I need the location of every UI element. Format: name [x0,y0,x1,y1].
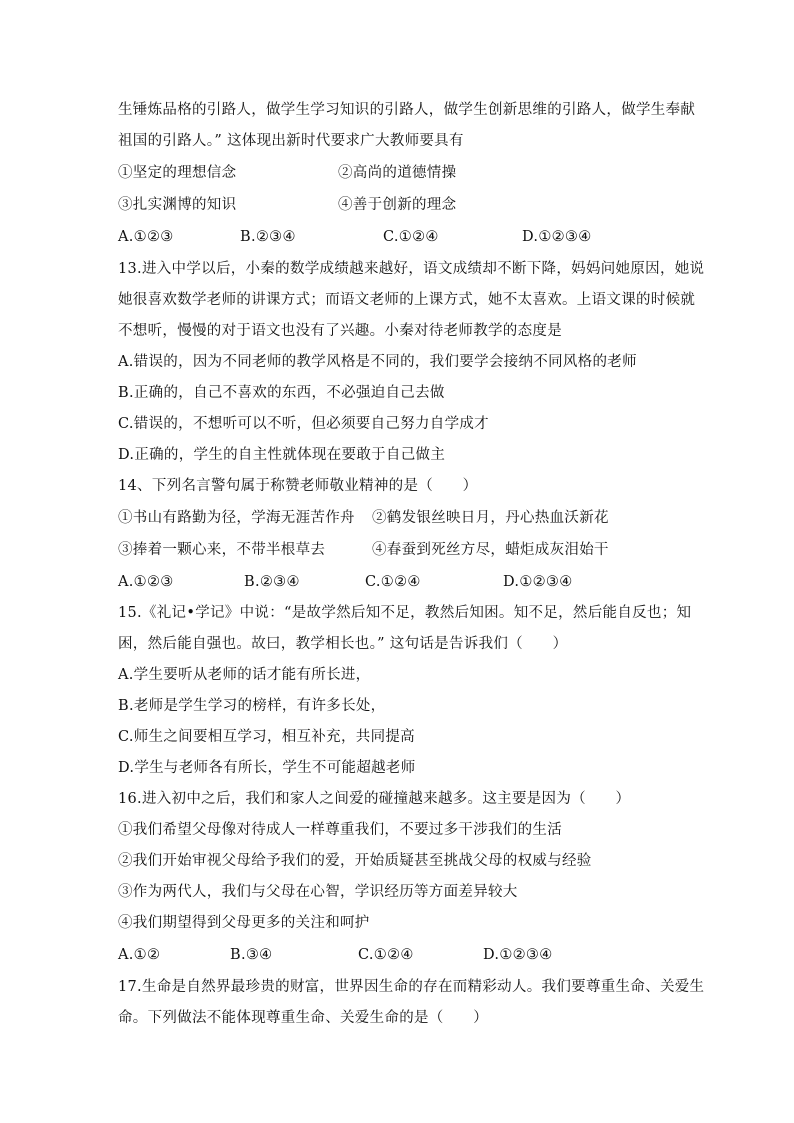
q16-item: ③作为两代人，我们与父母在心智，学识经历等方面差异较大 [118,884,518,900]
q13-option-b: B.正确的，自己不喜欢的东西，不必强迫自己去做 [118,385,445,401]
q14-choice: C.①②④ [365,574,421,590]
q16-item: ②我们开始审视父母给予我们的爱，开始质疑甚至挑战父母的权威与经验 [118,853,592,869]
q12-item: ②高尚的道德情操 [338,165,457,181]
q12-choice: C.①②④ [383,229,439,245]
q12-choice: A.①②③ [118,229,174,245]
q14-choice: D.①②③④ [503,574,573,590]
question-13: 13.进入中学以后，小秦的数学成绩越来越好，语文成绩却不断下降，妈妈问她原因，她说 [118,261,705,277]
text-line: 生锤炼品格的引路人，做学生学习知识的引路人，做学生创新思维的引路人，做学生奉献 [118,102,696,118]
q14-item: ②鹤发银丝映日月，丹心热血沃新花 [372,510,609,526]
q16-item: ④我们期望得到父母更多的关注和呵护 [118,915,370,931]
q12-item: ④善于创新的理念 [338,197,457,213]
q15-option-c: C.师生之间要相互学习，相互补充，共同提高 [118,729,415,745]
q16-item: ①我们希望父母像对待成人一样尊重我们，不要过多干涉我们的生活 [118,822,562,838]
text-line: 困，然后能自强也。故曰，教学相长也。” 这句话是告诉我们（ ） [118,636,568,652]
q14-item: ④春蚕到死丝方尽，蜡炬成灰泪始干 [372,542,609,558]
q14-item: ③捧着一颗心来，不带半根草去 [118,542,326,558]
q15-option-b: B.老师是学生学习的榜样，有许多长处， [118,698,386,714]
q14-item: ①书山有路勤为径，学海无涯苦作舟 [118,510,355,526]
question-16: 16.进入初中之后，我们和家人之间爱的碰撞越来越多。这主要是因为（ ） [118,791,631,807]
q16-choice: B.③④ [230,947,273,963]
question-14: 14、下列名言警句属于称赞老师敬业精神的是（ ） [118,478,478,494]
q15-option-a: A.学生要听从老师的话才能有所长进， [118,667,371,683]
q13-option-a: A.错误的，因为不同老师的教学风格是不同的，我们要学会接纳不同风格的老师 [118,354,637,370]
q14-choice: A.①②③ [118,574,174,590]
text-line: 不想听，慢慢的对于语文也没有了兴趣。小秦对待老师教学的态度是 [118,323,562,339]
text-line: 命。下列做法不能体现尊重生命、关爱生命的是（ ） [118,1010,488,1026]
q16-choice: C.①②④ [358,947,414,963]
text-line: 祖国的引路人。” 这体现出新时代要求广大教师要具有 [118,133,464,149]
q13-option-c: C.错误的，不想听可以不听，但必须要自己努力自学成才 [118,416,489,432]
q14-choice: B.②③④ [244,574,300,590]
question-17: 17.生命是自然界最珍贵的财富，世界因生命的存在而精彩动人。我们要尊重生命、关爱生 [118,979,705,995]
text-line: 她很喜欢数学老师的讲课方式；而语文老师的上课方式，她不太喜欢。上语文课的时候就 [118,292,696,308]
q12-item: ①坚定的理想信念 [118,165,237,181]
question-15: 15.《礼记•学记》中说：“是故学然后知不足，教然后知困。知不足，然后能自反也；知 [118,605,692,621]
q12-choice: D.①②③④ [522,229,592,245]
q12-choice: B.②③④ [240,229,296,245]
q15-option-d: D.学生与老师各有所长，学生不可能超越老师 [118,760,416,776]
q16-choice: D.①②③④ [483,947,553,963]
q13-option-d: D.正确的，学生的自主性就体现在要敢于自己做主 [118,447,446,463]
q16-choice: A.①② [118,947,161,963]
q12-item: ③扎实渊博的知识 [118,197,237,213]
